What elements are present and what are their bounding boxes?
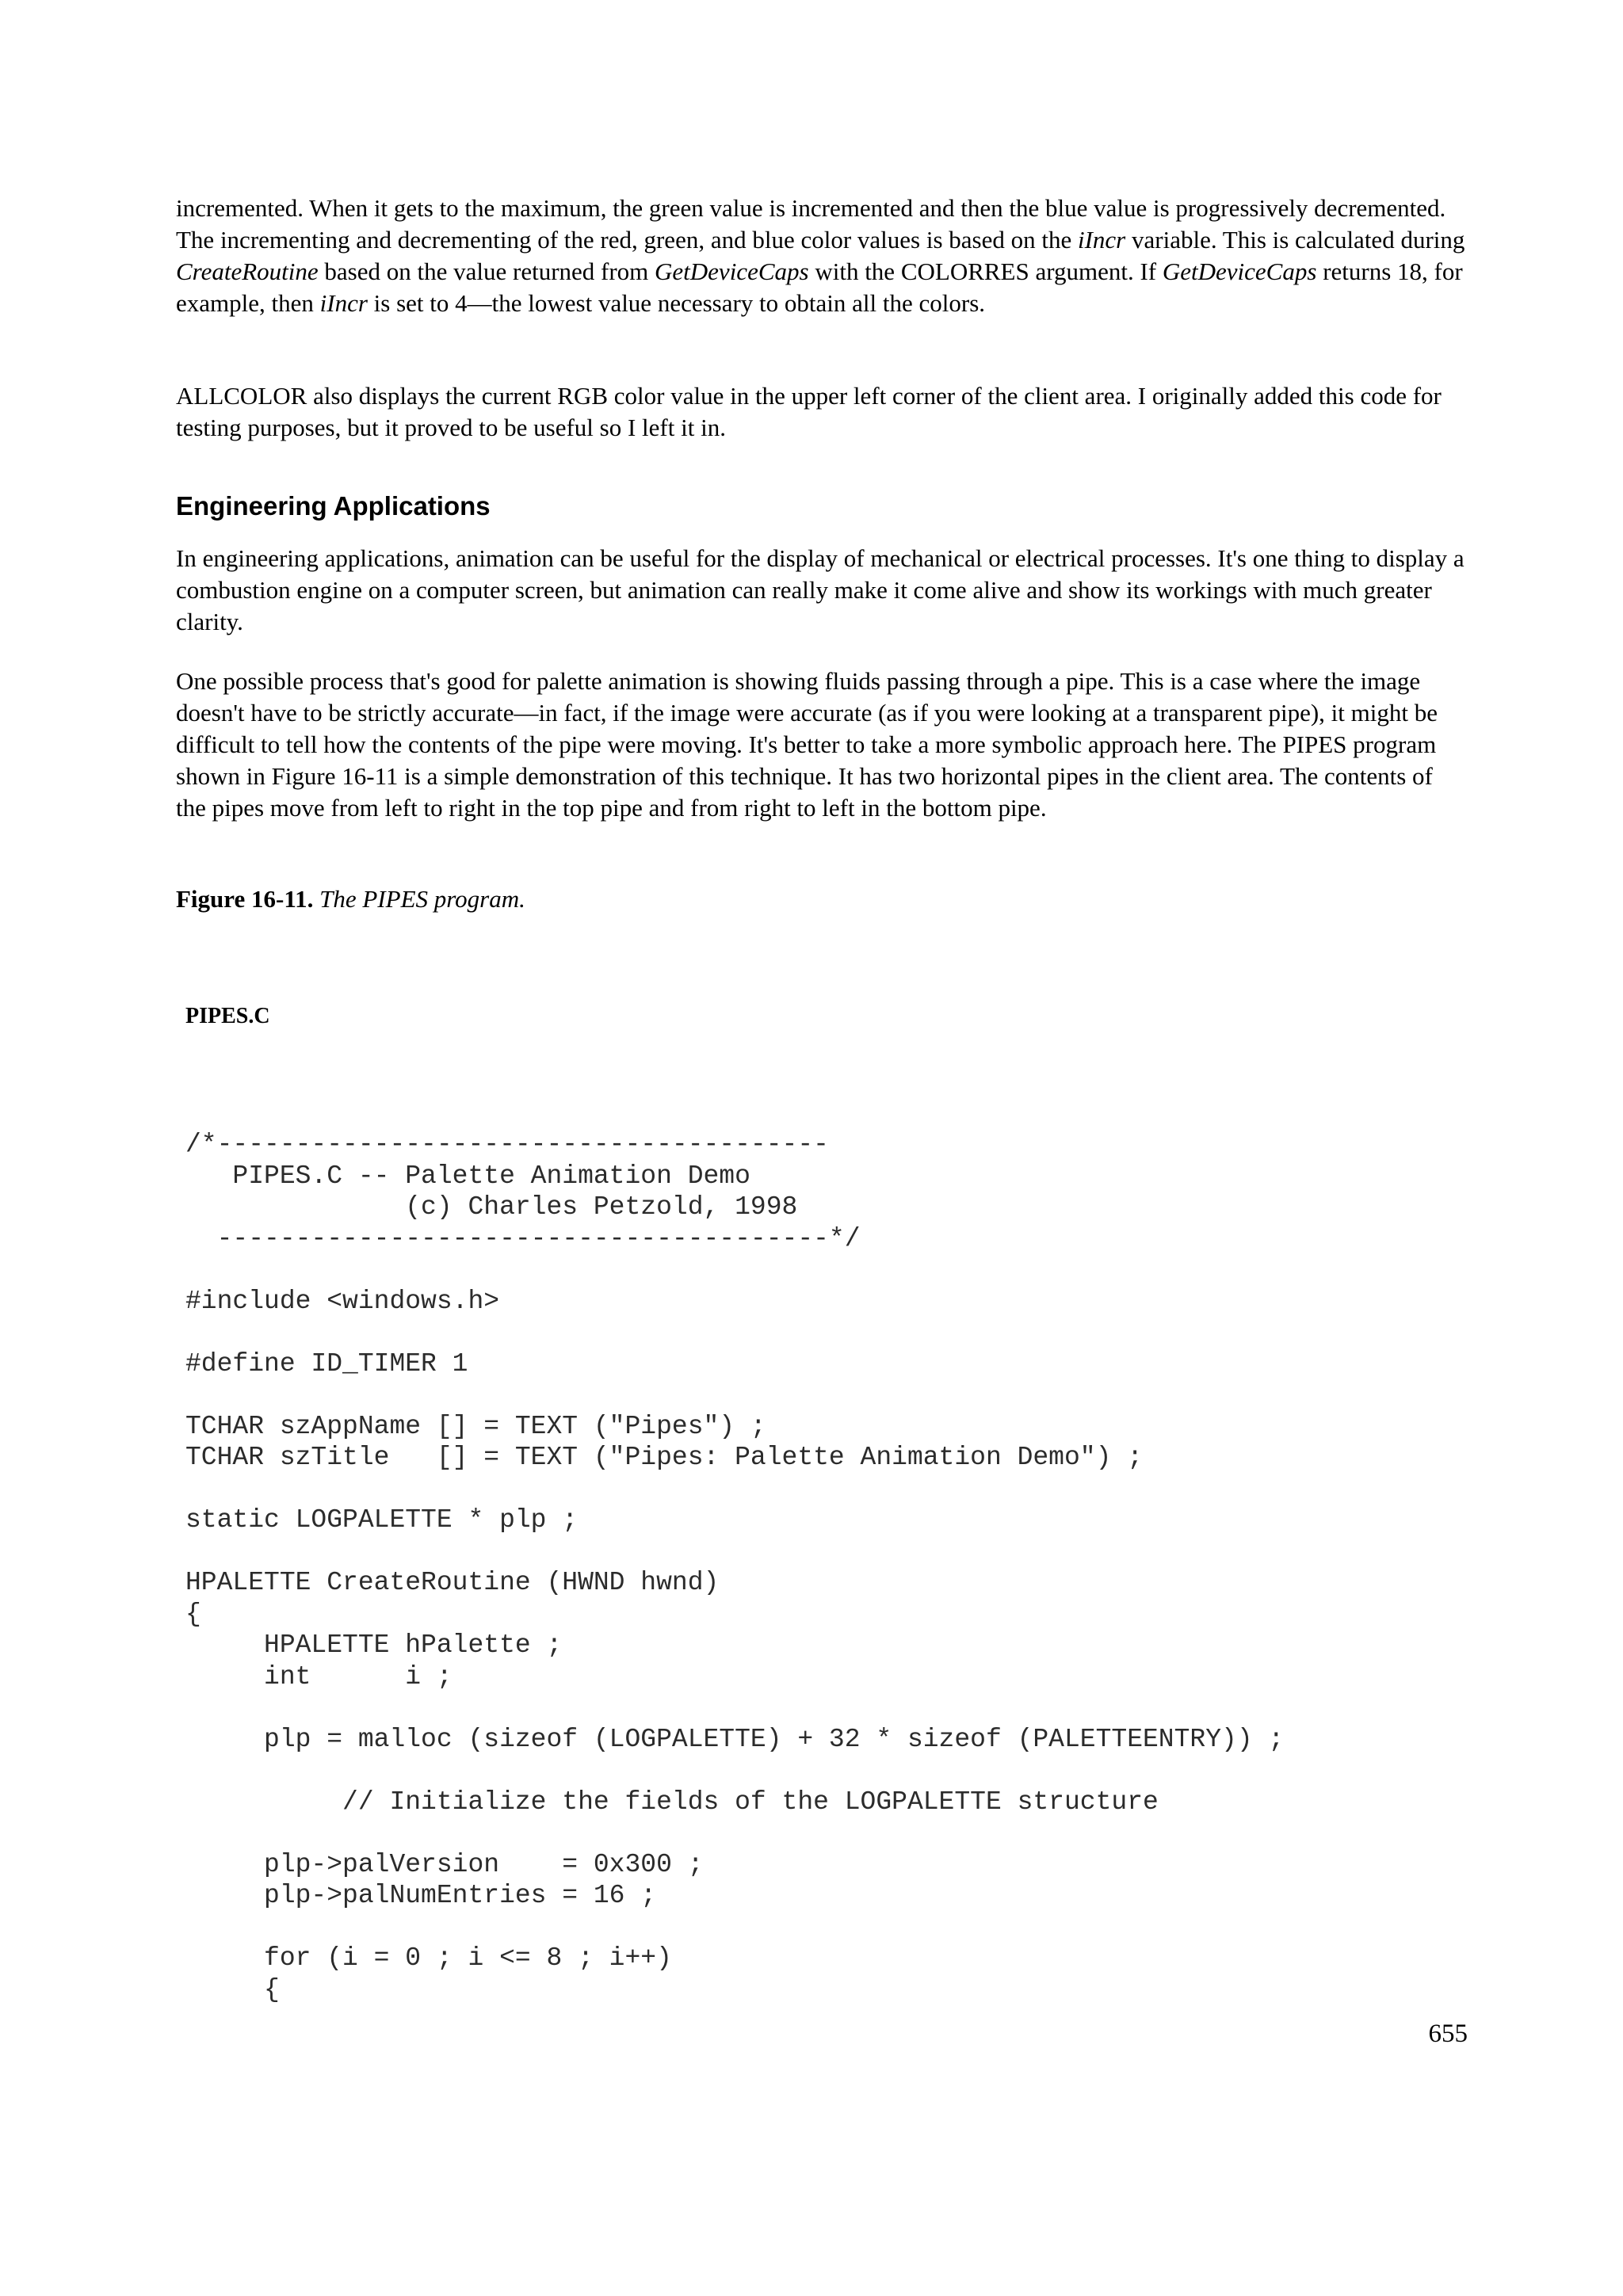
text-run: returns 18, for example, then — [176, 257, 1463, 317]
text-run: variable. This is calculated during — [1125, 226, 1465, 254]
paragraph-pipes-description: One possible process that's good for palette animation is showing fluids passing through a pipe. This is a case where the image doesn't have to be strictly accurate—in fact, if the image were accurate (as if you were looking at a transparent pipe), it might be difficult to tell how the contents of the pipe were moving. It's better to take a more symbolic approach here. The PIPES program shown in Figure 16-11 is a simple demonstration of this technique. It has two horizontal pipes in the client area. The contents of the pipes move from left to right in the top pipe and from right to left in the bottom pipe. — [176, 667, 1438, 822]
listing-title: PIPES.C — [185, 1004, 270, 1028]
code-listing: /*--------------------------------------- PIPES.C -- Palette Animation Demo (c) Charles Petzold, 1998 ---------------------------------------*/ #include <windows.h> #define ID_TIMER 1 TCHAR szAppName [] = TEXT ("Pipes") ; TCHAR szTitle [] = TEXT ("Pipes: Palette Animation Demo") ; static LOGPALETTE * plp ; HPALETTE CreateRoutine (HWND hwnd) { HPALETTE hPalette ; int i ; plp = malloc (sizeof (LOGPALETTE) + 32 * sizeof (PALETTEENTRY)) ; // Initialize the fields of the LOGPALETTE structure plp->palVersion = 0x300 ; plp->palNumEntries = 16 ; for (i = 0 ; i <= 8 ; i++) { — [185, 1130, 1285, 2004]
section-heading: Engineering Applications — [176, 491, 491, 521]
italic-term: iIncr — [1077, 226, 1126, 254]
italic-term: iIncr — [319, 289, 368, 317]
paragraph-allcolor-rgb: ALLCOLOR also displays the current RGB color value in the upper left corner of the client area. I originally added this code for testing purposes, but it proved to be useful so I left it in. — [176, 382, 1442, 441]
paragraph-engineering-intro: In engineering applications, animation can be useful for the display of mechanical or electrical processes. It's one thing to display a combustion engine on a computer screen, but animation can really make it come alive and show its workings with much greater clarity. — [176, 544, 1465, 635]
italic-term: GetDeviceCaps — [1162, 257, 1317, 285]
paragraph-allcolor-increment — [176, 193, 1468, 319]
figure-label: Figure 16-11. — [176, 885, 314, 913]
figure-caption — [176, 883, 1468, 915]
figure-caption-text: The PIPES program. — [313, 885, 525, 913]
text-run: is set to 4—the lowest value necessary to obtain all the colors. — [367, 289, 986, 317]
text-run: with the COLORRES argument. If — [808, 257, 1163, 285]
page-number: 655 — [1428, 2019, 1468, 2048]
italic-term: CreateRoutine — [176, 257, 319, 285]
italic-term: GetDeviceCaps — [655, 257, 809, 285]
text-run: based on the value returned from — [318, 257, 655, 285]
text-run: incremented. When it gets to the maximum, the green value is incremented and then the blue value is progressively decremented. The incrementing and decrementing of the red, green, and blue color values is based on the — [176, 194, 1446, 254]
